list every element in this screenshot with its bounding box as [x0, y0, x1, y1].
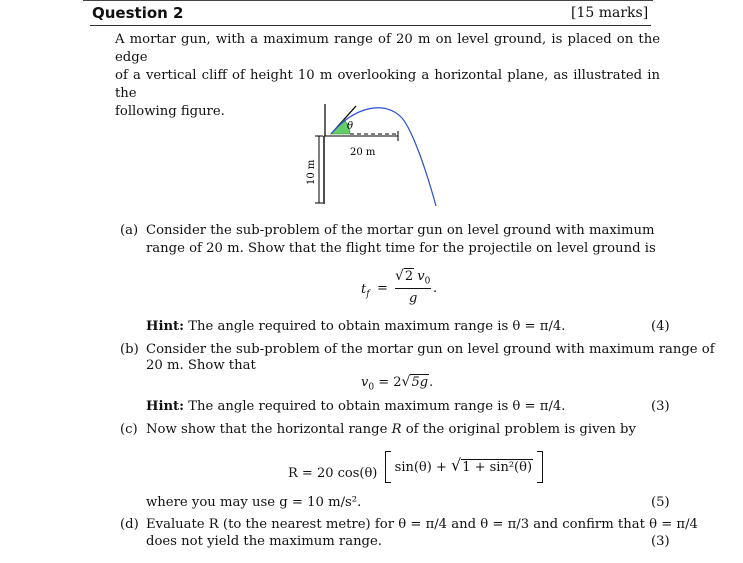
part-c-label: (c) — [120, 422, 138, 437]
part-a-line: Consider the sub-problem of the mortar gun on level ground with maximum — [146, 223, 655, 238]
part-c-line: Now show that the horizontal range R of the original problem is given by — [146, 422, 636, 437]
intro-line: A mortar gun, with a maximum range of 20 m on level ground, is placed on the edge — [115, 32, 660, 65]
part-b-line: 20 m. Show that — [146, 358, 256, 373]
part-c-marks: (5) — [651, 495, 670, 510]
title-rule — [90, 25, 651, 26]
angle-label: θ — [347, 121, 354, 132]
eq-end: . — [433, 281, 438, 296]
part-b-label: (b) — [120, 342, 139, 357]
part-c-where: where you may use g = 10 m/s². — [146, 495, 362, 510]
fraction-bar — [395, 288, 431, 289]
left-bracket — [385, 451, 391, 483]
question-title: Question 2 — [92, 4, 184, 22]
intro-line: following figure. — [115, 104, 225, 119]
eq-lhs: $t_f$ — [361, 282, 370, 300]
equation-flight-time — [361, 268, 451, 312]
right-bracket — [537, 451, 543, 483]
part-a-line: range of 20 m. Show that the flight time for the projectile on level ground is — [146, 241, 656, 256]
height-label: 10 m — [306, 159, 317, 185]
part-d-label: (d) — [120, 517, 139, 532]
intro-line: of a vertical cliff of height 10 m overlooking a horizontal plane, as illustrated in the — [115, 68, 660, 101]
eq-denominator: g — [409, 291, 418, 306]
equation-range: R = 20 cos(θ) sin(θ) + √1 + sin²(θ) — [288, 451, 543, 485]
part-b-marks: (3) — [651, 399, 670, 414]
range-label: 20 m — [350, 147, 376, 158]
part-d-line: does not yield the maximum range. — [146, 534, 382, 549]
eq-equals: = — [377, 281, 388, 296]
part-b-line: Consider the sub-problem of the mortar gun on level ground with maximum range of — [146, 342, 715, 357]
eq-numerator: √2 $v_0$ — [395, 268, 431, 287]
cliff-figure — [300, 96, 470, 208]
part-a-marks: (4) — [651, 319, 670, 334]
part-a-hint: Hint: The angle required to obtain maximum range is θ = π/4. — [146, 319, 566, 334]
part-d-marks: (3) — [651, 534, 670, 549]
total-marks: [15 marks] — [571, 5, 649, 21]
part-d-line: Evaluate R (to the nearest metre) for θ = π/4 and θ = π/3 and confirm that θ = π/4 — [146, 517, 698, 532]
part-b-hint: Hint: The angle required to obtain maximum range is θ = π/4. — [146, 399, 566, 414]
part-a-label: (a) — [120, 223, 139, 238]
equation-v0: $v_0 = 2√5g$. — [361, 374, 434, 393]
top-border — [83, 0, 653, 1]
